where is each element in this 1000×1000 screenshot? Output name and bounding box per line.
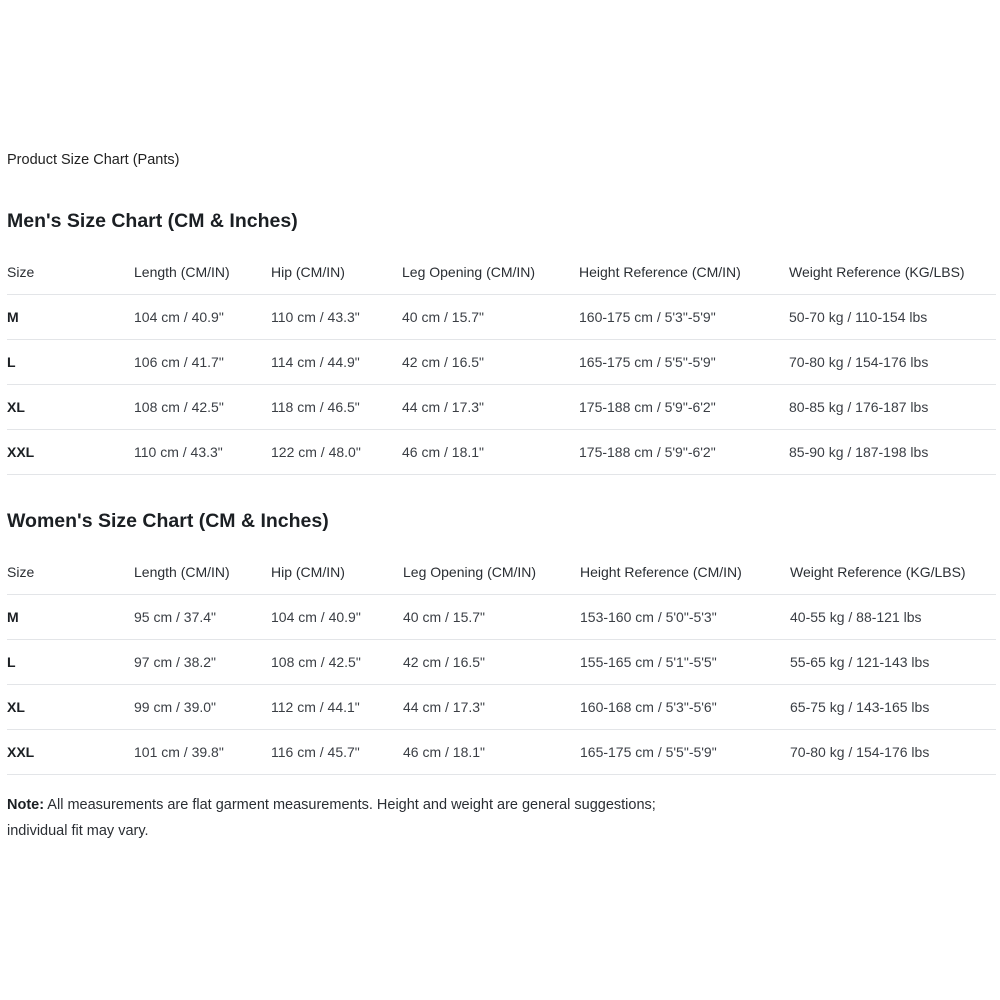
table-row xyxy=(7,685,996,730)
weight-reference-cell: 40-55 kg / 88-121 lbs xyxy=(790,595,996,640)
size-cell: L xyxy=(7,340,134,385)
hip-cell: 118 cm / 46.5" xyxy=(271,385,402,430)
table-row xyxy=(7,595,996,640)
note-text: All measurements are flat garment measurements. Height and weight are general suggestions; individual fit may vary. xyxy=(7,797,656,839)
page-title: Product Size Chart (Pants) xyxy=(7,152,180,168)
height-reference-cell: 165-175 cm / 5'5"-5'9" xyxy=(580,730,790,775)
table-row xyxy=(7,430,996,475)
column-header-hip: Hip (CM/IN) xyxy=(271,550,403,595)
table-header-row xyxy=(7,250,996,295)
hip-cell: 112 cm / 44.1" xyxy=(271,685,403,730)
height-reference-cell: 160-175 cm / 5'3"-5'9" xyxy=(579,295,789,340)
column-header-length: Length (CM/IN) xyxy=(134,250,271,295)
size-cell: L xyxy=(7,640,134,685)
height-reference-cell: 153-160 cm / 5'0"-5'3" xyxy=(580,595,790,640)
column-header-height-reference: Height Reference (CM/IN) xyxy=(579,250,789,295)
height-reference-cell: 155-165 cm / 5'1"-5'5" xyxy=(580,640,790,685)
table-header-row xyxy=(7,550,996,595)
measurement-note xyxy=(7,792,667,844)
length-cell: 97 cm / 38.2" xyxy=(134,640,271,685)
weight-reference-cell: 70-80 kg / 154-176 lbs xyxy=(789,340,996,385)
leg-opening-cell: 42 cm / 16.5" xyxy=(403,640,580,685)
weight-reference-cell: 55-65 kg / 121-143 lbs xyxy=(790,640,996,685)
column-header-size: Size xyxy=(7,550,134,595)
column-header-weight-reference: Weight Reference (KG/LBS) xyxy=(789,250,996,295)
size-cell: M xyxy=(7,295,134,340)
table-row xyxy=(7,295,996,340)
table-row xyxy=(7,385,996,430)
table-row xyxy=(7,730,996,775)
column-header-leg-opening: Leg Opening (CM/IN) xyxy=(403,550,580,595)
hip-cell: 114 cm / 44.9" xyxy=(271,340,402,385)
height-reference-cell: 160-168 cm / 5'3"-5'6" xyxy=(580,685,790,730)
leg-opening-cell: 40 cm / 15.7" xyxy=(402,295,579,340)
height-reference-cell: 165-175 cm / 5'5"-5'9" xyxy=(579,340,789,385)
hip-cell: 116 cm / 45.7" xyxy=(271,730,403,775)
column-header-size: Size xyxy=(7,250,134,295)
hip-cell: 104 cm / 40.9" xyxy=(271,595,403,640)
weight-reference-cell: 65-75 kg / 143-165 lbs xyxy=(790,685,996,730)
size-cell: M xyxy=(7,595,134,640)
mens-size-chart-title: Men's Size Chart (CM & Inches) xyxy=(7,210,298,232)
hip-cell: 110 cm / 43.3" xyxy=(271,295,402,340)
leg-opening-cell: 44 cm / 17.3" xyxy=(403,685,580,730)
column-header-length: Length (CM/IN) xyxy=(134,550,271,595)
table-row xyxy=(7,340,996,385)
size-cell: XXL xyxy=(7,430,134,475)
leg-opening-cell: 44 cm / 17.3" xyxy=(402,385,579,430)
note-label: Note: xyxy=(7,797,45,813)
column-header-weight-reference: Weight Reference (KG/LBS) xyxy=(790,550,996,595)
length-cell: 95 cm / 37.4" xyxy=(134,595,271,640)
leg-opening-cell: 40 cm / 15.7" xyxy=(403,595,580,640)
hip-cell: 122 cm / 48.0" xyxy=(271,430,402,475)
leg-opening-cell: 46 cm / 18.1" xyxy=(403,730,580,775)
leg-opening-cell: 42 cm / 16.5" xyxy=(402,340,579,385)
mens-size-table xyxy=(7,250,996,475)
size-cell: XXL xyxy=(7,730,134,775)
height-reference-cell: 175-188 cm / 5'9"-6'2" xyxy=(579,385,789,430)
length-cell: 106 cm / 41.7" xyxy=(134,340,271,385)
leg-opening-cell: 46 cm / 18.1" xyxy=(402,430,579,475)
womens-size-chart-title: Women's Size Chart (CM & Inches) xyxy=(7,510,329,532)
weight-reference-cell: 50-70 kg / 110-154 lbs xyxy=(789,295,996,340)
length-cell: 101 cm / 39.8" xyxy=(134,730,271,775)
column-header-leg-opening: Leg Opening (CM/IN) xyxy=(402,250,579,295)
womens-size-table xyxy=(7,550,996,775)
weight-reference-cell: 80-85 kg / 176-187 lbs xyxy=(789,385,996,430)
weight-reference-cell: 70-80 kg / 154-176 lbs xyxy=(790,730,996,775)
length-cell: 104 cm / 40.9" xyxy=(134,295,271,340)
size-cell: XL xyxy=(7,685,134,730)
column-header-height-reference: Height Reference (CM/IN) xyxy=(580,550,790,595)
length-cell: 99 cm / 39.0" xyxy=(134,685,271,730)
hip-cell: 108 cm / 42.5" xyxy=(271,640,403,685)
weight-reference-cell: 85-90 kg / 187-198 lbs xyxy=(789,430,996,475)
height-reference-cell: 175-188 cm / 5'9"-6'2" xyxy=(579,430,789,475)
length-cell: 108 cm / 42.5" xyxy=(134,385,271,430)
table-row xyxy=(7,640,996,685)
length-cell: 110 cm / 43.3" xyxy=(134,430,271,475)
column-header-hip: Hip (CM/IN) xyxy=(271,250,402,295)
size-cell: XL xyxy=(7,385,134,430)
